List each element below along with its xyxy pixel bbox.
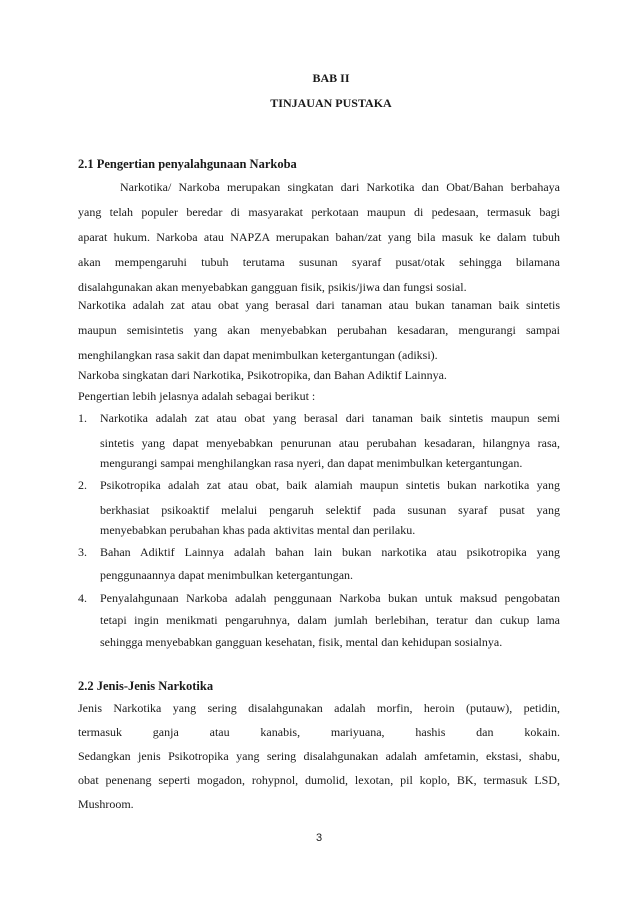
paragraph-line: Jenis Narkotika yang sering disalahgunakan adalah morfin, heroin (putauw), petidin, <box>78 701 560 715</box>
paragraph-line: menghilangkan rasa sakit dan dapat menimbulkan ketergantungan (adiksi). <box>78 348 438 362</box>
section-heading-2-2: 2.2 Jenis-Jenis Narkotika <box>78 679 214 693</box>
paragraph-line: Sedangkan jenis Psikotropika yang sering disalahgunakan adalah amfetamin, ekstasi, shabu, <box>78 749 560 763</box>
paragraph-line: disalahgunakan akan menyebabkan gangguan fisik, psikis/jiwa dan fungsi sosial. <box>78 280 467 294</box>
page-number: 3 <box>315 832 323 844</box>
list-item-line: Psikotropika adalah zat atau obat, baik alamiah maupun sintetis bukan narkotika yang <box>100 478 560 492</box>
paragraph-line: akan mempengaruhi tubuh terutama susunan syaraf pusat/otak sehingga bilamana <box>78 255 560 269</box>
list-item-line: Narkotika adalah zat atau obat yang berasal dari tanaman baik sintetis maupun semi <box>100 411 560 425</box>
list-item-line: Penyalahgunaan Narkoba adalah penggunaan Narkoba bukan untuk maksud pengobatan <box>100 591 560 605</box>
list-item-line: menyebabkan perubahan khas pada aktivitas mental dan perilaku. <box>100 523 416 537</box>
list-item-line: berkhasiat psikoaktif melalui pengaruh selektif pada susunan syaraf pusat yang <box>100 503 560 517</box>
list-number: 4. <box>78 591 87 605</box>
paragraph-line: aparat hukum. Narkoba atau NAPZA merupakan bahan/zat yang bila masuk ke dalam tubuh <box>78 230 560 244</box>
list-number: 2. <box>78 478 87 492</box>
list-number: 3. <box>78 545 87 559</box>
paragraph-line: termasuk ganja atau kanabis, mariyuana, hashis dan kokain. <box>78 725 560 739</box>
chapter-title: TINJAUAN PUSTAKA <box>270 96 392 110</box>
list-item-line: sintetis yang dapat menyebabkan penurunan atau perubahan kesadaran, hilangnya rasa, <box>100 436 560 450</box>
paragraph-line: Narkotika/ Narkoba merupakan singkatan dari Narkotika dan Obat/Bahan berbahaya <box>120 180 560 194</box>
list-item-line: tetapi ingin menikmati pengaruhnya, dalam jumlah berlebihan, teratur dan cukup lama <box>100 613 560 627</box>
paragraph-line: Pengertian lebih jelasnya adalah sebagai berikut : <box>78 389 316 403</box>
list-item-line: mengurangi sampai menghilangkan rasa nyeri, dan dapat menimbulkan ketergantungan. <box>100 456 523 470</box>
list-item-line: Bahan Adiktif Lainnya adalah bahan lain bukan narkotika atau psikotropika yang <box>100 545 560 559</box>
list-item-line: penggunaannya dapat menimbulkan ketergantungan. <box>100 568 354 582</box>
paragraph-line: obat penenang seperti mogadon, rohypnol, dumolid, lexotan, pil koplo, BK, termasuk LSD, <box>78 773 560 787</box>
paragraph-line: Narkotika adalah zat atau obat yang berasal dari tanaman atau bukan tanaman baik sintetis <box>78 298 560 312</box>
chapter-label: BAB II <box>312 71 350 85</box>
list-item-line: sehingga menyebabkan gangguan kesehatan, fisik, mental dan kehidupan sosialnya. <box>100 635 503 649</box>
paragraph-line: Mushroom. <box>78 797 134 811</box>
paragraph-line: yang telah populer beredar di masyarakat perkotaan maupun di pedesaan, termasuk bagi <box>78 205 560 219</box>
paragraph-line: Narkoba singkatan dari Narkotika, Psikotropika, dan Bahan Adiktif Lainnya. <box>78 368 447 382</box>
list-number: 1. <box>78 411 87 425</box>
paragraph-line: maupun semisintetis yang akan menyebabkan perubahan kesadaran, mengurangi sampai <box>78 323 560 337</box>
section-heading-2-1: 2.1 Pengertian penyalahgunaan Narkoba <box>78 157 297 171</box>
